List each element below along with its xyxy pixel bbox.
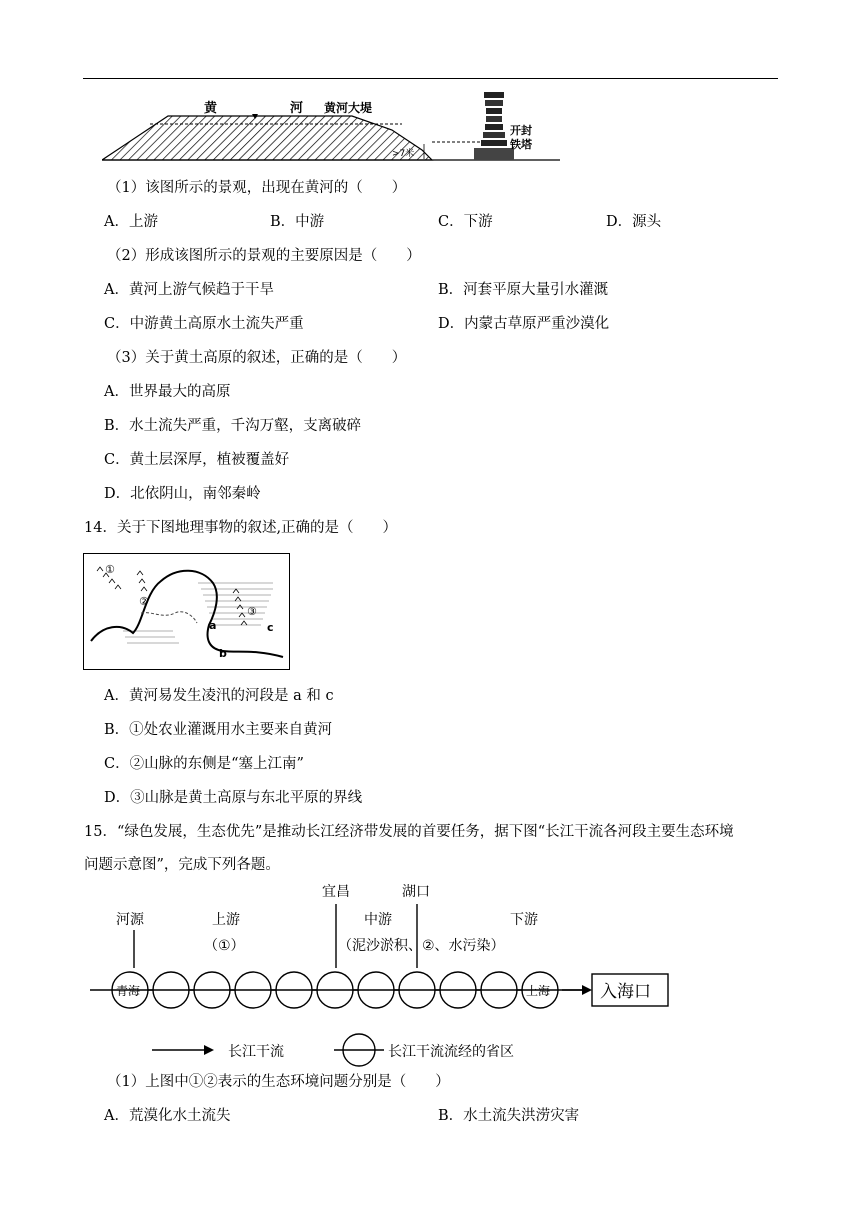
label-yichang: 宜昌: [322, 884, 350, 900]
q14-option-c[interactable]: C．②山脉的东侧是“塞上江南”: [104, 756, 304, 772]
iron-pagoda-icon: [474, 92, 514, 160]
label-shanghai: 上海: [526, 984, 551, 998]
q13-sub3-option-a[interactable]: A．世界最大的高原: [104, 384, 231, 400]
label-qinghai: 青海: [116, 984, 141, 998]
q13-sub3-stem: （3）关于黄土高原的叙述，正确的是（ ）: [107, 350, 407, 366]
map-label-b: b: [219, 647, 227, 660]
yangtze-issues-diagram: [88, 878, 672, 1074]
q13-sub2-stem: （2）形成该图所示的景观的主要原因是（ ）: [107, 248, 421, 264]
label-huang: 黄: [204, 101, 218, 116]
q13-sub1-option-a[interactable]: A．上游: [104, 214, 158, 230]
label-tieta: 铁塔: [510, 138, 532, 151]
label-he: 河: [290, 101, 304, 116]
q13-sub2-option-a[interactable]: A．黄河上游气候趋于干旱: [104, 282, 274, 298]
q14-option-b[interactable]: B．①处农业灌溉用水主要来自黄河: [104, 722, 333, 738]
map-label-2: ②: [139, 595, 149, 608]
label-hukou: 湖口: [402, 884, 430, 900]
q13-sub2-option-c[interactable]: C．中游黄土高原水土流失严重: [104, 316, 304, 332]
map-label-a: a: [209, 619, 217, 632]
header-rule: [83, 78, 778, 79]
yellow-river-dike-figure: [102, 84, 560, 166]
label-middle: 中游: [364, 912, 392, 928]
label-height: >7米: [392, 149, 415, 159]
legend-province: 长江干流流经的省区: [388, 1044, 514, 1060]
yellow-river-map-figure: [83, 553, 290, 670]
q15-sub1-stem: （1）上图中①②表示的生态环境问题分别是（ ）: [107, 1074, 450, 1090]
q15-stem-line1: 15．“绿色发展，生态优先”是推动长江经济带发展的首要任务，据下图“长江干流各河段主要生态环境: [84, 824, 734, 840]
q14-stem: 14．关于下图地理事物的叙述,正确的是（ ）: [84, 520, 398, 536]
q13-sub3-option-d[interactable]: D．北依阴山，南邻秦岭: [104, 486, 261, 502]
label-kaifeng: 开封: [510, 124, 532, 137]
q13-sub1-stem: （1）该图所示的景观，出现在黄河的（ ）: [107, 180, 407, 196]
q13-sub1-option-b[interactable]: B．中游: [270, 214, 325, 230]
q13-sub1-option-c[interactable]: C．下游: [438, 214, 493, 230]
riverbed-hatch: [102, 116, 432, 160]
legend-mainstream: 长江干流: [228, 1044, 284, 1060]
q13-sub2-option-d[interactable]: D．内蒙古草原严重沙漠化: [438, 316, 610, 332]
label-lower: 下游: [510, 912, 538, 928]
q13-sub3-option-b[interactable]: B．水土流失严重，千沟万壑，支离破碎: [104, 418, 362, 434]
q15-sub1-option-a[interactable]: A．荒漠化水土流失: [104, 1108, 231, 1124]
label-mouth: 入海口: [600, 982, 651, 1002]
label-upper: 上游: [212, 912, 240, 928]
q15-stem-line2: 问题示意图”，完成下列各题。: [84, 857, 280, 873]
map-label-1: ①: [105, 563, 115, 576]
label-middle-issue: （泥沙淤积、②、水污染）: [338, 938, 505, 954]
map-label-c: c: [267, 621, 274, 634]
label-source: 河源: [116, 912, 144, 928]
map-label-3: ③: [247, 605, 257, 618]
label-dike: 黄河大堤: [324, 101, 373, 115]
q14-option-a[interactable]: A．黄河易发生凌汛的河段是 a 和 c: [104, 688, 334, 704]
q13-sub3-option-c[interactable]: C．黄土层深厚，植被覆盖好: [104, 452, 290, 468]
q13-sub2-option-b[interactable]: B．河套平原大量引水灌溉: [438, 282, 609, 298]
label-upper-issue: （①）: [204, 938, 245, 954]
q15-sub1-option-b[interactable]: B．水土流失洪涝灾害: [438, 1108, 580, 1124]
q13-sub1-option-d[interactable]: D．源头: [606, 214, 662, 230]
q14-option-d[interactable]: D．③山脉是黄土高原与东北平原的界线: [104, 790, 363, 806]
